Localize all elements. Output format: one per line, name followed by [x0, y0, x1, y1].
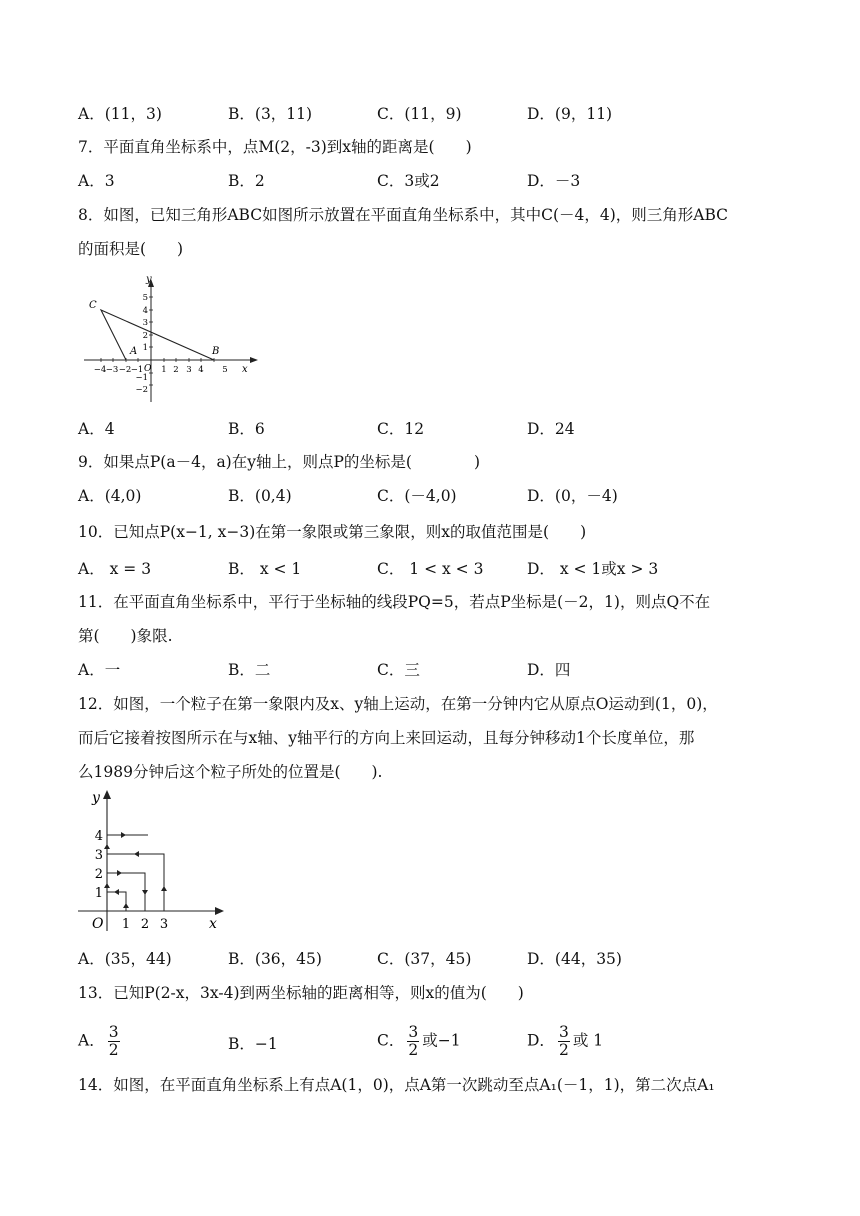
q10-option-b[interactable]: B． x < 1 [228, 560, 302, 578]
q6-option-c[interactable]: C．(11，9) [377, 105, 462, 123]
q12-y-axis-label: y [92, 790, 100, 806]
q7-stem: 7．平面直角坐标系中，点M(2，-3)到x轴的距离是( ) [78, 138, 472, 156]
q13-option-c-suffix: 或−1 [422, 1031, 461, 1050]
q12-x-axis-label: x [209, 916, 217, 932]
q12-up-arrow-icon [123, 903, 129, 908]
q12-up-arrow-icon [161, 886, 167, 891]
q11-option-b[interactable]: B．二 [228, 661, 271, 679]
q8-y-tick-label: −1 [135, 373, 148, 383]
q12-x-tick-label: 2 [140, 917, 150, 932]
q12-x-tick-label: 1 [121, 917, 131, 932]
q6-option-a[interactable]: A．(11，3) [78, 105, 162, 123]
q7-option-a[interactable]: A．3 [78, 172, 115, 190]
q8-point-b-label: B [212, 346, 220, 357]
q11-option-a[interactable]: A．一 [78, 661, 121, 679]
q13-option-d-letter: D． [527, 1031, 555, 1050]
q13-option-d[interactable] [527, 1024, 603, 1059]
q13-option-c-letter: C． [377, 1031, 405, 1050]
q13-option-b-value: −1 [254, 1035, 278, 1053]
q13-option-b-letter: B． [228, 1035, 255, 1053]
q11-stem-line2: 第( )象限. [78, 627, 173, 645]
q8-origin-label: O [144, 364, 152, 374]
q10-option-a[interactable]: A． x = 3 [78, 560, 152, 578]
q8-option-d[interactable]: D．24 [527, 420, 575, 438]
q12-x-axis-arrow-icon [215, 907, 224, 915]
q12-option-a[interactable]: A．(35，44) [78, 950, 172, 968]
q9-option-c[interactable]: C．(－4,0) [377, 487, 457, 505]
q11-options [78, 659, 778, 681]
q12-right-arrow-icon [117, 870, 122, 876]
q8-x-tick-label: −3 [105, 365, 119, 375]
q12-y-tick-label: 2 [94, 867, 103, 882]
q9-option-d[interactable]: D．(0，－4) [527, 487, 618, 505]
q12-particle-path-figure [78, 786, 228, 936]
q8-x-tick-label: −1 [130, 365, 144, 375]
q8-y-tick-labels [135, 293, 148, 395]
q12-direction-arrow-icons [104, 832, 167, 908]
q8-x-tick-labels [94, 365, 228, 375]
q12-y-tick-labels [95, 829, 103, 901]
q8-y-tick-label: 4 [142, 306, 148, 316]
q12-y-tick-label: 4 [94, 829, 103, 844]
q12-up-arrow-icon [104, 883, 110, 888]
q10-option-c[interactable]: C． 1 < x < 3 [377, 560, 484, 578]
q8-option-a[interactable]: A．4 [78, 420, 115, 438]
q13-option-a-letter: A． [78, 1031, 105, 1050]
q12-option-c[interactable]: C．(37，45) [377, 950, 472, 968]
q8-y-tick-label: −2 [135, 385, 148, 395]
q8-x-tick-label: 1 [161, 365, 167, 375]
q12-y-tick-label: 1 [94, 886, 103, 901]
q8-point-c-label: C [89, 300, 97, 311]
q6-option-b[interactable]: B．(3，11) [228, 105, 313, 123]
q8-stem-line1: 8．如图，已知三角形ABC如图所示放置在平面直角坐标系中，其中C(－4，4)，则三角形ABC [78, 206, 729, 224]
q8-y-tick-label: 5 [142, 293, 148, 303]
q12-option-b[interactable]: B．(36，45) [228, 950, 322, 968]
q13-option-d-suffix: 或 1 [572, 1031, 604, 1050]
q8-option-c[interactable]: C．12 [377, 420, 425, 438]
q13-stem: 13．已知P(2-x，3x-4)到两坐标轴的距离相等，则x的值为( ) [78, 984, 524, 1002]
q9-option-b[interactable]: B．(0,4) [228, 487, 292, 505]
q8-x-tick-label: −2 [118, 365, 132, 375]
q6-options [78, 103, 778, 125]
q12-y-axis-arrow-icon [103, 790, 111, 799]
q11-option-c[interactable]: C．三 [377, 661, 420, 679]
q12-right-arrow-icon [121, 832, 126, 838]
q13-option-a-fraction [108, 1024, 120, 1059]
q8-triangle-figure [78, 270, 268, 410]
q10-options [78, 558, 778, 580]
q12-stem-line2: 而后它接着按图所示在与x轴、y轴平行的方向上来回运动，且每分钟移动1个长度单位，那 [78, 729, 695, 747]
q13-option-c[interactable] [377, 1024, 461, 1059]
q8-x-tick-label: 3 [186, 365, 192, 375]
q12-particle-path [107, 835, 164, 911]
fraction-denominator: 2 [108, 1041, 119, 1059]
q12-y-tick-label: 3 [94, 848, 103, 863]
q8-x-tick-label: 2 [173, 365, 179, 375]
q13-options [78, 1024, 778, 1064]
q10-stem: 10．已知点P(x−1, x−3)在第一象限或第三象限，则x的取值范围是( ) [78, 523, 587, 541]
q12-option-d[interactable]: D．(44，35) [527, 950, 622, 968]
q13-option-c-fraction [407, 1024, 419, 1059]
q11-stem-line1: 11．在平面直角坐标系中，平行于坐标轴的线段PQ=5，若点P坐标是(－2，1)，则点Q不在 [78, 593, 711, 611]
fraction-denominator: 2 [558, 1041, 569, 1059]
q8-triangle-abc [101, 310, 214, 360]
q9-options [78, 485, 778, 507]
q13-option-a[interactable] [78, 1024, 123, 1059]
q12-x-tick-label: 3 [159, 917, 169, 932]
q12-origin-label: O [92, 916, 104, 932]
q13-option-d-fraction [558, 1024, 570, 1059]
q10-option-d[interactable]: D． x < 1或x > 3 [527, 560, 659, 578]
fraction-denominator: 2 [408, 1041, 419, 1059]
q6-option-d[interactable]: D．(9，11) [527, 105, 613, 123]
q8-x-tick-label: 4 [198, 365, 204, 375]
q8-y-axis-label: y [146, 274, 152, 285]
q13-option-b[interactable] [228, 1033, 278, 1055]
q8-x-tick-label: 5 [222, 365, 228, 375]
fraction-numerator: 3 [558, 1023, 569, 1041]
q8-y-tick-label: 3 [142, 318, 148, 328]
fraction-numerator: 3 [408, 1023, 419, 1041]
q12-x-tick-labels [122, 917, 168, 932]
q7-option-b[interactable]: B．2 [228, 172, 265, 190]
q8-point-a-label: A [130, 346, 138, 357]
q8-stem-line2: 的面积是( ) [78, 240, 184, 258]
q12-stem-line3: 么1989分钟后这个粒子所处的位置是( ). [78, 763, 383, 781]
q12-stem-line1: 12．如图，一个粒子在第一象限内及x、y轴上运动，在第一分钟内它从原点O运动到(1，0)， [78, 695, 718, 713]
q9-stem: 9．如果点P(a－4，a)在y轴上，则点P的坐标是( ) [78, 453, 481, 471]
q14-stem: 14．如图，在平面直角坐标系上有点A(1，0)，点A第一次跳动至点A₁(－1，1)，第二次点A₁ [78, 1076, 715, 1094]
q8-x-tick-label: −4 [93, 365, 107, 375]
q7-option-c[interactable]: C．3或2 [377, 172, 440, 190]
q12-down-arrow-icon [142, 890, 148, 895]
q11-option-d[interactable]: D．四 [527, 661, 571, 679]
q7-option-d[interactable]: D．－3 [527, 172, 581, 190]
q8-y-tick-label: 1 [142, 343, 148, 353]
q9-option-a[interactable]: A．(4,0) [78, 487, 142, 505]
q8-option-b[interactable]: B．6 [228, 420, 265, 438]
fraction-numerator: 3 [108, 1023, 119, 1041]
q8-x-axis-arrow-icon [250, 357, 258, 363]
q12-left-arrow-icon [114, 889, 119, 895]
q8-y-tick-label: 2 [142, 331, 148, 341]
q8-options [78, 418, 778, 440]
q7-options [78, 170, 778, 192]
q12-options [78, 948, 778, 970]
q12-up-arrow-icon [104, 844, 110, 849]
q12-left-arrow-icon [134, 851, 139, 857]
q8-x-axis-label: x [242, 364, 248, 375]
